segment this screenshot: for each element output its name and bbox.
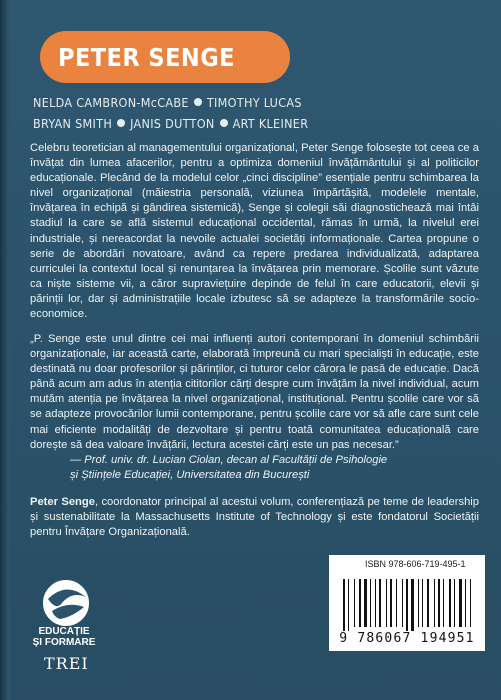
author-name: JANIS DUTTON [130,116,215,131]
barcode-bar [370,579,371,627]
author-bio [30,495,479,540]
authors-row-1 [33,92,333,113]
bullet-icon [117,119,125,127]
barcode-bar [465,579,466,627]
barcode-bar [454,579,455,627]
barcode-bar [359,579,361,627]
co-authors [33,92,333,134]
isbn-label: ISBN 978-606-719-495-1 [365,559,466,569]
barcode-bar [427,579,429,627]
barcode-bar [402,579,403,627]
barcode-bar [379,579,381,627]
logo-line-2: ȘI FORMARE [32,637,96,648]
bullet-icon [220,119,228,127]
barcode-bar [459,579,462,627]
barcode-bars [329,573,485,633]
authors-row-2 [33,113,333,134]
barcode-bar [470,579,471,627]
title-banner [40,31,290,83]
barcode-bar [418,579,419,627]
author-name: TIMOTHY LUCAS [206,95,302,110]
barcode-bar [375,579,376,627]
bio-name: Peter Senge [30,496,95,508]
book-author-title: PETER SENGE [58,42,235,72]
quote-attribution-line-1: — Prof. univ. dr. Lucian Ciolan, decan al Facultății de Psihologie [70,453,388,466]
barcode-digits: 9 786067 194951 [339,631,475,646]
publisher-logo: TREI [44,654,89,673]
barcode-bar [438,579,440,627]
collection-logo-text [25,626,103,648]
endorsement-quote [30,332,479,483]
logo-line-1: EDUCAȚIE [38,626,90,637]
barcode-bar [434,579,435,627]
book-description: Celebru teoretician al managementului organizațional, Peter Senge folosește tot ceea ce a învățat din lumea afacerilor, pentru a optimiza domeniul învățământului și al politicilor educaționale. Plecând de la modelul celor „cinci discipline” esențiale pentru schimbarea la nivel organizațional (măiestria personală, viziunea împărtășită, modelele mentale, învățarea în echipă și gândirea sistemică), Senge și colegii săi diagnostichează mai întâi stadiul la care se află sistemul educațional occidental, rămas în urmă, la nivelul erei industriale, și nereacordat la nevoile actualei societăți informaționale. Cartea propune o serie de abordări novatoare, având ca repere predarea individualizată, adaptarea curriculei la contextul local și renunțarea la învățarea prin memorare. Școlile sunt văzute ca niște sisteme vii, a căror supraviețuire depinde de felul în care educatorii, elevii și părinții lor, dar și administrațiile locale izbutesc să se adapteze la transformările socio-economice. [30,142,479,321]
author-name: BRYAN SMITH [33,116,113,131]
barcode-bar [443,579,444,627]
bullet-icon [194,98,202,106]
bio-text: , coordonator principal al acestui volum, conferențiază pe teme de leadership și sustenabilitate la Massachusetts Institute of Technology și este fondatorul Societății pentru Învățare Organizațională. [30,496,479,539]
barcode-bar [364,579,367,627]
quote-attribution-line-2: și Științele Educației, Universitatea din București [70,468,310,481]
barcode-bar [343,579,345,631]
barcode-bar [406,579,408,631]
barcode-bar [386,579,387,627]
barcode-bar [449,579,451,627]
author-name: NELDA CAMBRON-McCABE [33,95,189,110]
quote-text: „P. Senge este unul dintre cei mai influenți autori contemporani în domeniul schimbării organizaționale, iar această carte, elaborată împreună cu mari specialiști în educație, este destinată nu doar profesorilor și părinților, ci tuturor celor cărora le pasă de educație. Dacă până acum am adus în atenția cititorilor cărți despre cum învățăm la nivel individual, acum mutăm atenția pe învățarea la nivel organizațional, instituțional. Pentru școlile care vor să se adapteze provocărilor lumii contemporane, pentru școlile care vor să afle care sunt cele mai eficiente modalități de dezvoltare și pentru toată comunitatea educațională care dorește să dea valoare învățării, lectura acestei cărți este un pas necesar.” [30,333,479,451]
barcode-bar [422,579,423,627]
barcode-bar [411,579,414,631]
barcode [329,573,485,651]
barcode-bar [348,579,349,631]
author-name: ART KLEINER [232,116,309,131]
barcode-bar [354,579,355,627]
barcode-bar [390,579,392,627]
barcode-bar [396,579,397,627]
